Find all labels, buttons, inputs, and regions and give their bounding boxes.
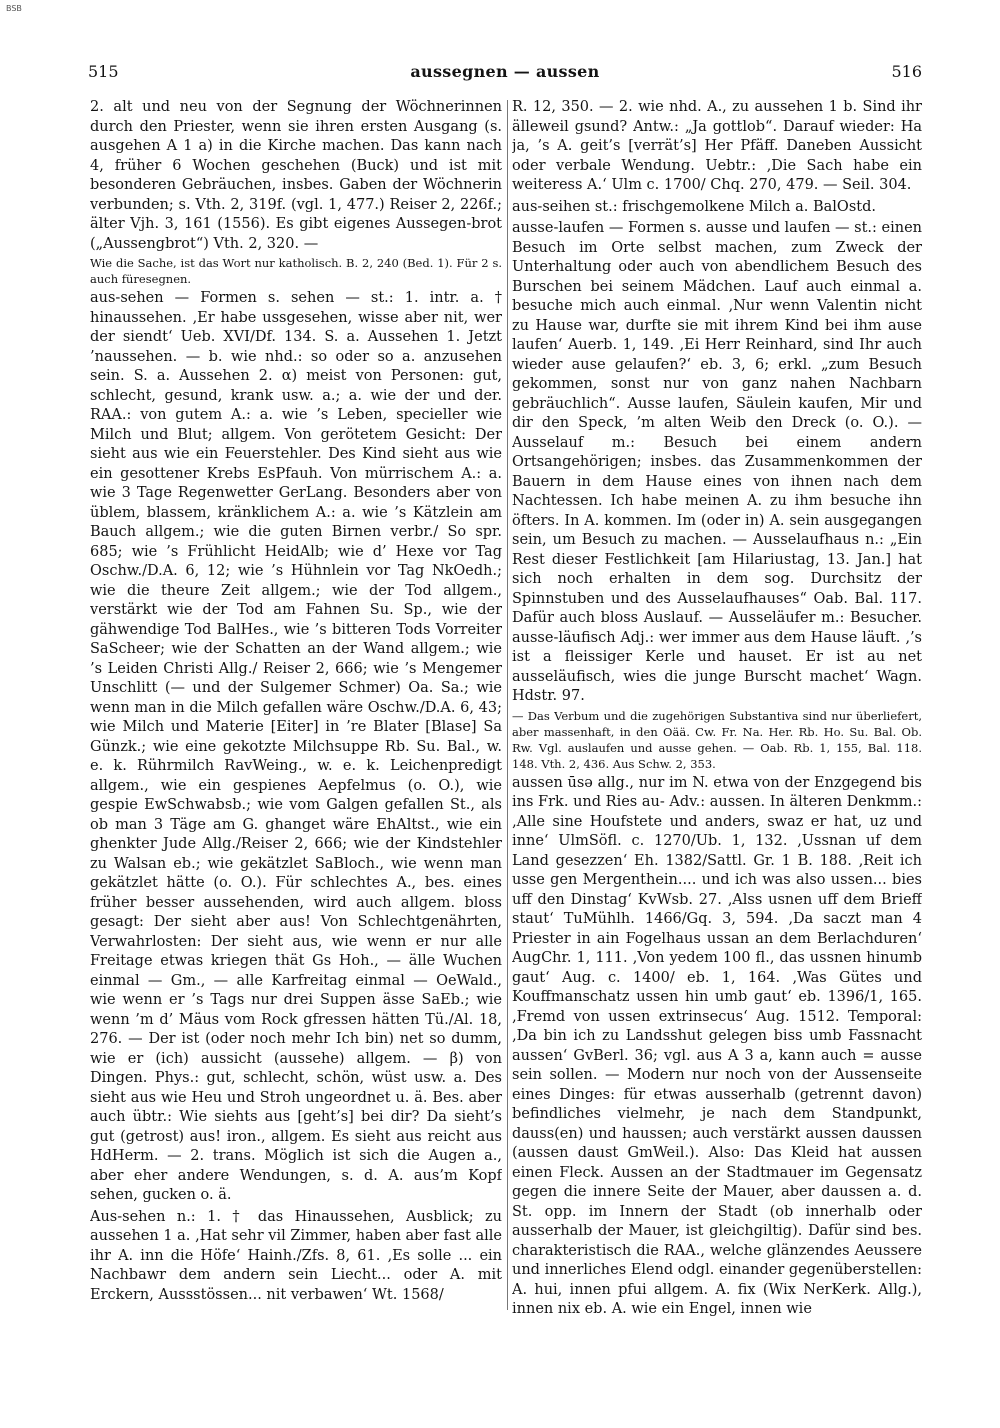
library-mark: BSB: [6, 4, 22, 13]
note: Wie die Sache, ist das Wort nur katholisch. B. 2, 240 (Bed. 1). Für 2 s. auch füresegnen.: [90, 256, 502, 286]
entry-aus-seihen: aus-seihen st.: frischgemolkene Milch a. BalOstd.: [512, 198, 876, 215]
column-divider: [507, 100, 508, 1310]
page-number-left: 515: [88, 62, 119, 81]
left-column: [90, 98, 502, 1318]
paragraph: R. 12, 350. — 2. wie nhd. A., zu aussehen 1 b. Sind ihr älleweil gsund? Antw.: „Ja gottlob“. Darauf wieder: Ha ja, ’s A. geit’s [verrät’s] Her Pfäff. Daneben Aussicht oder verbale Wendung. Uebtr.: ‚Die Sach habe ein weiteress A.‘ Ulm c. 1700/ Chq. 270, 479. — Seil. 304.: [512, 99, 922, 193]
entry-aus-sehen: aus-sehen — Formen s. sehen — st.: 1. intr. a. † hinaussehen. ‚Er habe ussgesehen, wisse aber nit, wer der siendt‘ Ueb. XVI/Df. 134. S. a. Aussehen 1. Jetzt ’naussehen. — b. wie nhd.: so oder so a. anzusehen sein. S. a. Aussehen 2. α) meist von Personen: gut, schlecht, gesund, krank usw. a.; a. wie der und der. RAA.: von gutem A.: a. wie ’s Leben, specieller wie Milch und Blut; allgem. Von gerötetem Gesicht: Der sieht aus wie ein Feuerstehler. Des Kind sieht aus wie ein gesottener Krebs EsPfauh. Von mürrischem A.: a. wie 3 Tage Regenwetter GerLang. Besonders aber von üblem, blassem, kränklichem A.: a. wie ’s Kätzlein am Bauch allgem.; wie die guten Birnen verbr./ So spr. 685; wie ’s Frühlicht HeidAlb; wie d’ Hexe vor Tag Oschw./D.A. 6, 12; wie ’s Hühnlein vor Tag NkOedh.; wie die theure Zeit allgem.; wie der Tod allgem., verstärkt wie der Tod am Fahnen Su. Sp., wie der gähwendige Tod BalHes., wie ’s bitteren Tods Vorreiter SaScheer; wie der Schatten an der Wand allgem.; wie ’s Leiden Christi Allg./ Reiser 2, 666; wie ’s Mengemer Unschlitt (— und der Sulgemer Schmer) Oa. Sa.; wie wenn man in die Milch gefallen wäre Oschw./D.A. 6, 43; wie Milch und Materie [Eiter] in ’re Blater [Blase] Sa Günzk.; wie eine gekotzte Milchsuppe Rb. Su. Bal., w. e. k. Rührmilch RavWeing., w. e. k. Leichenpredigt allgem., wie ein gespienes Aepfelmus (o. O.), wie gespie EwSchwabsb.; wie vom Galgen gefallen St., als ob man 3 Täge am G. ghanget wäre EhAltst., wie ein ghenkter Jude Allg./Reiser 2, 666; wie der Kindstehler zu Walsan eb.; wie gekätzlet SaBloch., wie wenn man gekätzlet hätte (o. O.). Für schlechtes A., bes. eines früher besser aussehenden, wird auch allgem. bloss gesagt: Der sieht aber aus! Von Schlechtgenährten, Verwahrlosten: Der sieht aus, wie wenn er nur alle Freitage etwas kriegen thät Gs Hoh., — älle Wuchen einmal — Gm., — alle Karfreitag einmal — OeWald., wie wenn er ’s Tags nur drei Suppen ässe SaEb.; wie wenn ’m d’ Mäus vom Rock gfressen hätten Tü./Al. 18, 276. — Der ist (oder noch mehr Ich bin) net so dumm, wie er (ich) aussicht (aussehe) allgem. — β) von Dingen. Phys.: gut, schlecht, schön, wüst usw. a. Des sieht aus wie Heu und Stroh ungeordnet u. ä. Bes. aber auch übtr.: Wie siehts aus [geht’s] bei dir? Da sieht’s gut (getrost) aus! iron., allgem. Es sieht aus reicht aus HdHerm. — 2. trans. Möglich ist sich die Augen a., aber eher andere Wendungen, s. d. A. aus’m Kopf sehen, gucken o. ä.: [90, 290, 502, 1203]
entry-aus-sehen-noun: Aus-sehen n.: 1. † das Hinaussehen, Ausblick; zu aussehen 1 a. ‚Hat sehr vil Zimmer, haben aber fast alle ihr A. inn die Höfe‘ Hainh./Zfs. 8, 61. ‚Es solle ... ein Nachbawr dem andern sein Liecht... oder A. mit Erckern, Aussstössen... nit verbawen‘ Wt. 1568/: [90, 1208, 502, 1303]
note: — Das Verbum und die zugehörigen Substantiva sind nur überliefert, aber massenhaft, in den Oää. Cw. Fr. Na. Her. Rb. Ho. Su. Bal. Ob. Rw. Vgl. auslaufen und ausse gehen. — Oab. Rb. 1, 155, Bal. 118. 148. Vth. 2, 436. Aus Schw. 2, 353.: [512, 708, 922, 771]
paragraph: 2. alt und neu von der Segnung der Wöchnerinnen durch den Priester, wenn sie ihren ersten Ausgang (s. ausgehen A 1 a) in die Kirche machen. Das kann nach 4, früher 6 Wochen geschehen (Buck) und ist mit besonderen Gebräuchen, insbes. Gaben der Wöchnerin verbunden; s. Vth. 2, 319f. (vgl. 1, 477.) Reiser 2, 226f.; älter Vjh. 3, 161 (1556). Es gibt eigenes Aussegen-brot („Aussengbrot“) Vth. 2, 320. —: [90, 99, 502, 252]
right-column: [512, 98, 922, 1318]
entry-ausse-laufen: ausse-laufen — Formen s. ausse und laufen — st.: einen Besuch im Orte selbst machen, zum Zweck der Unterhaltung oder auch von abendlichem Besuch des Burschen bei seinem Mädchen. Lauf auch einmal a. besuche mich auch einmal. ‚Nur wenn Valentin nicht zu Hause war, durfte sie mit ihrem Kind bei ihm ause laufen‘ Auerb. 1, 149. ‚Ei Herr Reinhard, sind Ihr auch wieder ause gelaufen?‘ eb. 3, 6; erkl. „zum Besuch gekommen, sonst nur von ganz nahen Nachbarn gebräuchlich“. Ausse laufen, Säulein kaufen, Mir und dir den Speck, ’m alten Weib den Dreck (o. O.). — Ausselauf m.: Besuch bei einem andern Ortsangehörigen; insbes. das Zusammenkommen der Bauern in dem Hause eines von ihnen nach dem Nachtessen. Ich habe meinen A. zu ihm besuche ihn öfters. In A. kommen. Im (oder in) A. sein ausgegangen sein, um Besuch zu machen. — Ausselaufhaus n.: „Ein Rest dieser Festlichkeit [am Hilariustag, 13. Jan.] hat sich noch erhalten in dem sog. Durchsitz der Spinnstuben und des Ausselaufhauses“ Oab. Bal. 117. Dafür auch bloss Auslauf. — Ausseläufer m.: Besucher. ausse-läufisch Adj.: wer immer aus dem Hause läuft. ‚’s ist a fleissiger Kerle und hauset. Er ist au net ausseläufisch, wies die junge Burscht machet‘ Wagn. Hdstr. 97.: [512, 220, 922, 704]
running-title: aussegnen — aussen: [410, 62, 600, 81]
entry-aussen: aussen ūsə allg., nur im N. etwa von der Enzgegend bis ins Frk. und Ries au- Adv.: aussen. In älteren Denkmm.: ‚Alle sine Houfstete und anders, swaz er hat, uz und inne‘ UlmSöfl. c. 1270/Ub. 1, 132. ‚Ussnan uf dem Land gesezzen‘ Eh. 1382/Sattl. Gr. 1 B. 188. ‚Reit ich usse gen Mergenthein.... und ich was also ussen... bies uff den Dinstag‘ KvWsb. 27. ‚Alss usnen uff dem Brieff staut‘ TuMühlh. 1466/Gq. 3, 594. ‚Da saczt man 4 Priester in ain Fogelhaus ussan an dem Berlachduren‘ AugChr. 1, 111. ‚Von yedem 100 fl., das ussnen hinumb gaut‘ Aug. c. 1400/ eb. 1, 164. ‚Was Gütes und Kouffmanschatz ussen hin umb gaut‘ eb. 1396/1, 165. ‚Fremd von ussen extrinsecus‘ Aug. 1512. Temporal: ‚Da bin ich zu Landsshut gelegen biss umb Fassnacht aussen‘ GvBerl. 36; vgl. aus A 3 a, kann auch = ausse sein sollen. — Modern nur noch von der Aussenseite eines Dinges: für etwas ausserhalb (getrennt davon) befindliches vielmehr, je nach dem Standpunkt, dauss(en) und haussen; auch verstärkt aussen daussen (aussen daust GmWeil.). Also: Das Kleid hat aussen einen Fleck. Aussen an der Stadtmauer im Gegensatz gegen die innere Seite der Mauer, aber daussen a. d. St. opp. im Innern der Stadt (ob innerhalb oder ausserhalb der Mauer, ist gleichgiltig). Dafür sind bes. charakteristisch die RAA., welche glänzendes Aeussere und innerliches Elend odgl. einander gegenüberstellen: A. hui, innen pfui allgem. A. fix (Wix NerKerk. Allg.), innen nix eb. A. wie ein Engel, innen wie: [512, 774, 922, 1317]
page-header: [88, 62, 922, 88]
page-number-right: 516: [891, 62, 922, 81]
